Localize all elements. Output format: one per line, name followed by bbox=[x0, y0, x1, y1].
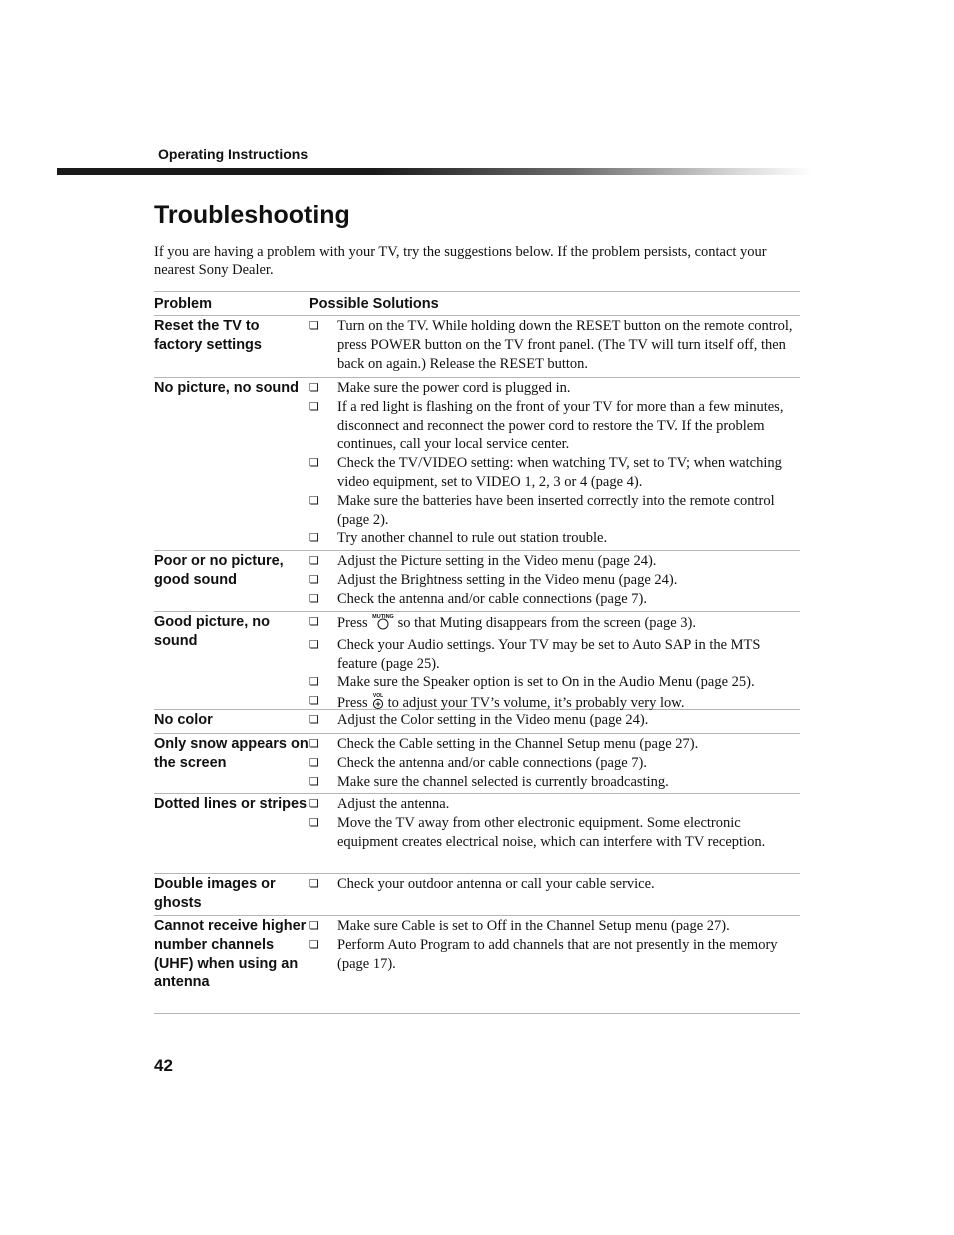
problem-cell: Good picture, no sound bbox=[154, 614, 270, 649]
solution-text: Make sure the channel selected is currently broadcasting. bbox=[337, 773, 669, 790]
solutions-list bbox=[309, 917, 800, 1013]
solution-text: Make sure the power cord is plugged in. bbox=[337, 380, 571, 396]
column-header-problem: Problem bbox=[154, 295, 213, 312]
solution-item bbox=[309, 317, 800, 373]
solution-text: Make sure Cable is set to Off in the Channel Setup menu (page 27). bbox=[337, 918, 730, 934]
solution-text: Adjust the Picture setting in the Video menu (page 24). bbox=[337, 553, 657, 569]
checkbox-bullet-icon: ❏ bbox=[309, 737, 319, 750]
page-title: Troubleshooting bbox=[154, 201, 350, 229]
solution-text: Check the TV/VIDEO setting: when watching TV, set to TV; when watching video equipment, set to VIDEO 1, 2, 3 or 4 (page 4). bbox=[337, 455, 782, 490]
solutions-list bbox=[309, 317, 800, 377]
table-row bbox=[154, 551, 800, 612]
solution-item bbox=[309, 917, 800, 936]
table-row bbox=[154, 316, 800, 378]
solution-item bbox=[309, 673, 800, 692]
checkbox-bullet-icon: ❏ bbox=[309, 637, 319, 651]
table-row bbox=[154, 734, 800, 794]
solution-item bbox=[309, 379, 800, 398]
solution-item bbox=[309, 936, 800, 974]
problem-cell: No color bbox=[154, 712, 213, 728]
solution-text: Check the antenna and/or cable connections (page 7). bbox=[337, 754, 648, 771]
problem-cell: Dotted lines or stripes bbox=[154, 796, 308, 812]
table-header-row bbox=[154, 292, 800, 316]
table-row bbox=[154, 794, 800, 874]
solution-text: Adjust the Brightness setting in the Video menu (page 24). bbox=[337, 571, 678, 588]
solutions-list bbox=[309, 735, 800, 793]
solution-text bbox=[337, 613, 800, 636]
solution-item bbox=[309, 735, 800, 754]
column-header-solutions: Possible Solutions bbox=[309, 295, 439, 312]
solution-text: Make sure the batteries have been inserted correctly into the remote control (page 2). bbox=[337, 492, 775, 528]
solution-text: Check your outdoor antenna or call your cable service. bbox=[337, 876, 655, 892]
solution-item bbox=[309, 636, 800, 674]
checkbox-bullet-icon: ❏ bbox=[309, 554, 319, 567]
solution-item bbox=[309, 754, 800, 773]
solution-text-after: so that Muting disappears from the screen (page 3). bbox=[397, 615, 696, 631]
solution-item bbox=[309, 571, 800, 590]
problem-cell: Poor or no picture, good sound bbox=[154, 553, 284, 588]
solution-item bbox=[309, 875, 800, 894]
solution-text: Perform Auto Program to add channels that are not presently in the memory (page 17). bbox=[337, 936, 778, 972]
table-row bbox=[154, 874, 800, 916]
checkbox-bullet-icon: ❏ bbox=[309, 456, 319, 470]
checkbox-bullet-icon: ❏ bbox=[309, 381, 319, 394]
checkbox-bullet-icon: ❏ bbox=[309, 797, 319, 810]
table-row bbox=[154, 916, 800, 1014]
svg-text:MUTING: MUTING bbox=[371, 614, 394, 620]
checkbox-bullet-icon: ❏ bbox=[309, 919, 319, 932]
problem-cell: No picture, no sound bbox=[154, 380, 299, 396]
table-row bbox=[154, 378, 800, 551]
header-rule bbox=[57, 168, 812, 175]
solution-item bbox=[309, 613, 800, 636]
section-label: Operating Instructions bbox=[158, 146, 309, 162]
solution-text: Adjust the Color setting in the Video menu (page 24). bbox=[337, 712, 649, 728]
page-number: 42 bbox=[154, 1056, 173, 1075]
checkbox-bullet-icon: ❏ bbox=[309, 755, 319, 769]
table-row bbox=[154, 710, 800, 734]
solution-item bbox=[309, 492, 800, 530]
checkbox-bullet-icon: ❏ bbox=[309, 531, 319, 545]
solutions-list bbox=[309, 875, 800, 915]
solutions-list bbox=[309, 711, 800, 733]
solution-item bbox=[309, 814, 800, 852]
solution-text-before: Press bbox=[337, 695, 368, 712]
solution-text: Check the Cable setting in the Channel Setup menu (page 27). bbox=[337, 736, 699, 752]
solution-text: Check the antenna and/or cable connections (page 7). bbox=[337, 590, 648, 607]
solution-text-before: Press bbox=[337, 615, 368, 631]
intro-paragraph: If you are having a problem with your TV, try the suggestions below. If the problem persists, contact your nearest Sony Dealer. bbox=[154, 244, 767, 278]
solution-item bbox=[309, 773, 800, 792]
solution-item bbox=[309, 454, 800, 492]
solution-item bbox=[309, 795, 800, 814]
solution-text: Move the TV away from other electronic equipment. Some electronic equipment creates electrical noise, which can interfere with TV reception. bbox=[337, 814, 766, 850]
problem-cell: Double images or ghosts bbox=[154, 876, 276, 911]
table-row bbox=[154, 612, 800, 710]
checkbox-bullet-icon: ❏ bbox=[309, 572, 319, 586]
solutions-list bbox=[309, 379, 800, 550]
checkbox-bullet-icon: ❏ bbox=[309, 877, 319, 890]
svg-text:VOL: VOL bbox=[372, 693, 383, 700]
checkbox-bullet-icon: ❏ bbox=[309, 319, 319, 332]
checkbox-bullet-icon: ❏ bbox=[309, 399, 319, 413]
problem-cell: Only snow appears on the screen bbox=[154, 736, 309, 771]
solution-text: Check your Audio settings. Your TV may be set to Auto SAP in the MTS feature (page 25). bbox=[337, 636, 761, 672]
solution-text: Turn on the TV. While holding down the RESET button on the remote control, press POWER button on the TV front panel. (The TV will turn itself off, then back on again.) Release the RESET button. bbox=[337, 318, 793, 372]
solution-text-after: to adjust your TV’s volume, it’s probably very low. bbox=[387, 695, 685, 712]
solution-item bbox=[309, 552, 800, 571]
solution-text: Try another channel to rule out station trouble. bbox=[337, 530, 608, 547]
checkbox-bullet-icon: ❏ bbox=[309, 675, 319, 689]
solutions-list bbox=[309, 552, 800, 611]
checkbox-bullet-icon: ❏ bbox=[309, 694, 319, 708]
solutions-list bbox=[309, 613, 800, 712]
checkbox-bullet-icon: ❏ bbox=[309, 493, 319, 507]
solution-item bbox=[309, 711, 800, 730]
troubleshooting-table bbox=[154, 291, 800, 1014]
solutions-list bbox=[309, 795, 800, 873]
solution-item bbox=[309, 590, 800, 609]
problem-cell: Cannot receive higher number channels (UHF) when using an antenna bbox=[154, 918, 307, 991]
solution-text: Make sure the Speaker option is set to On in the Audio Menu (page 25). bbox=[337, 674, 755, 691]
checkbox-bullet-icon: ❏ bbox=[309, 815, 319, 829]
solution-text: Adjust the antenna. bbox=[337, 796, 450, 812]
solution-item bbox=[309, 398, 800, 454]
solution-text: If a red light is flashing on the front of your TV for more than a few minutes, disconnect and reconnect the power cord to restore the TV. If the problem continues, call your local service center. bbox=[337, 398, 784, 453]
muting-button-icon bbox=[371, 613, 395, 636]
checkbox-bullet-icon: ❏ bbox=[309, 937, 319, 951]
checkbox-bullet-icon: ❏ bbox=[309, 713, 319, 726]
checkbox-bullet-icon: ❏ bbox=[309, 774, 319, 788]
checkbox-bullet-icon: ❏ bbox=[309, 615, 319, 628]
checkbox-bullet-icon: ❏ bbox=[309, 591, 319, 605]
table-body bbox=[154, 316, 800, 1014]
solution-item bbox=[309, 529, 800, 548]
problem-cell: Reset the TV to factory settings bbox=[154, 318, 262, 353]
